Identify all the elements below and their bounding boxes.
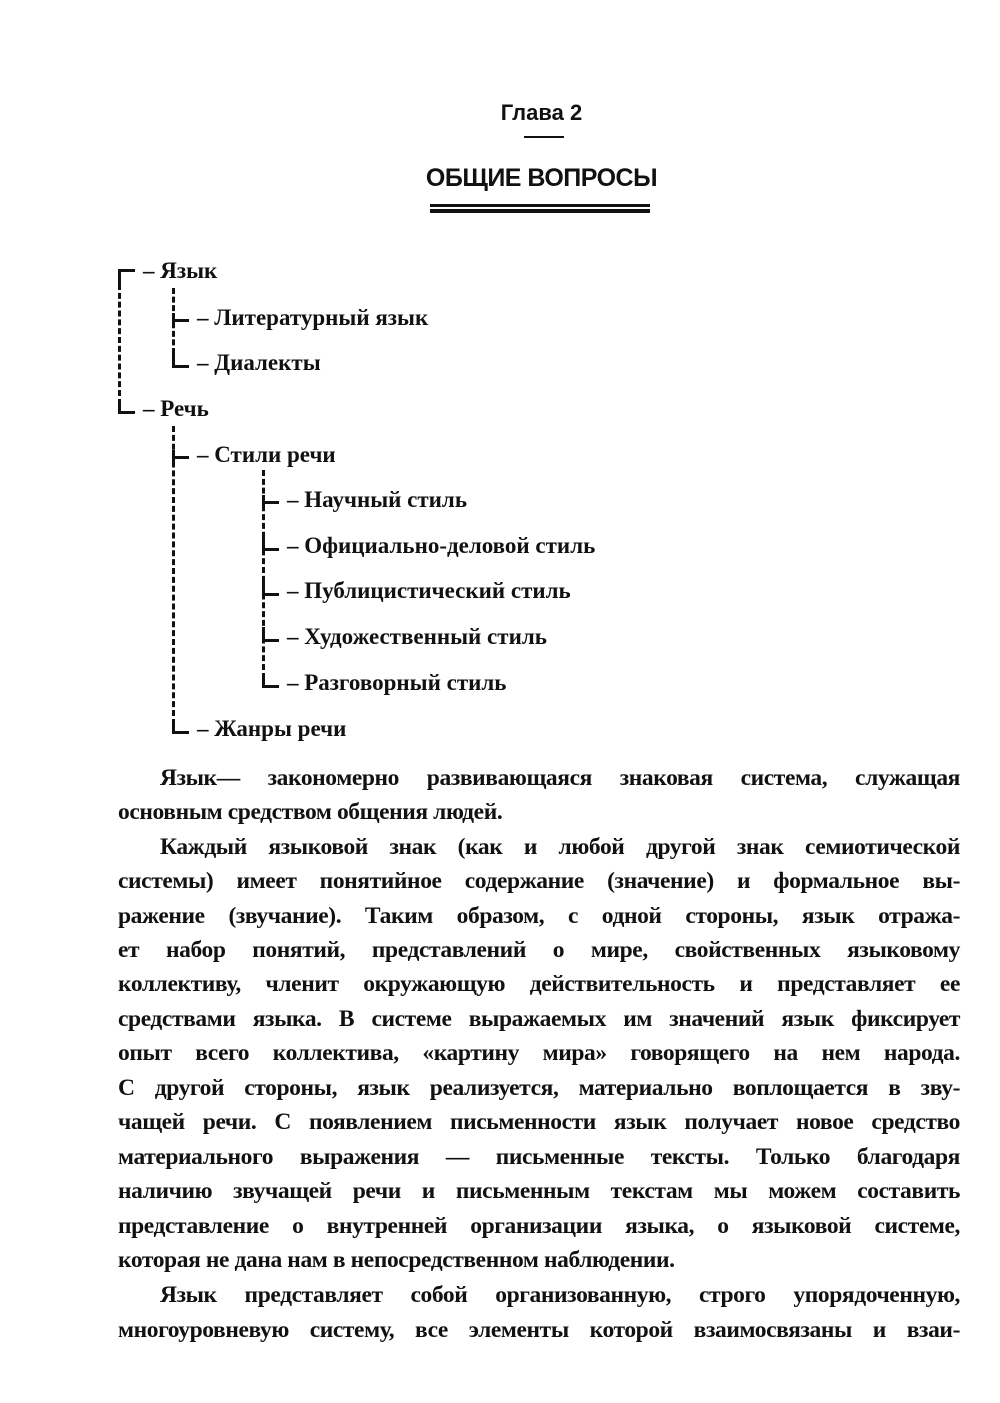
defined-term: Язык bbox=[160, 765, 217, 791]
line-text: — закономерно развивающаяся знаковая система, служащая bbox=[216, 765, 960, 791]
node-label: – Научный стиль bbox=[287, 487, 467, 512]
tree-connector bbox=[118, 284, 121, 396]
title-rule bbox=[430, 209, 650, 213]
node-label: – Диалекты bbox=[197, 350, 321, 375]
tree-node-style bbox=[262, 622, 547, 652]
tree-node-style bbox=[262, 668, 506, 698]
tree-node-speech-genres bbox=[172, 714, 346, 744]
paragraph-line: коллективу, членит окружающую действительность и представляет ее bbox=[118, 971, 960, 997]
tree-node-dialects bbox=[172, 348, 321, 378]
paragraph-line: ет набор понятий, представлений о мире, свойственных языковому bbox=[118, 937, 960, 963]
node-label: – Публицистический стиль bbox=[287, 578, 571, 603]
paragraph-line: чащей речи. С появлением письменности язык получает новое средство bbox=[118, 1109, 960, 1135]
corner-icon bbox=[262, 673, 279, 688]
paragraph-line: опыт всего коллектива, «картину мира» говорящего на нем народа. bbox=[118, 1040, 960, 1066]
node-label: – Разговорный стиль bbox=[287, 670, 507, 695]
paragraph-line: Каждый языковой знак (как и любой другой знак семиотической bbox=[160, 834, 960, 860]
node-label: – Стили речи bbox=[197, 442, 336, 467]
tree-node-speech bbox=[118, 394, 209, 424]
paragraph-line: системы) имеет понятийное содержание (значение) и формальное вы- bbox=[118, 868, 960, 894]
node-label: – Речь bbox=[143, 396, 209, 421]
tee-icon bbox=[262, 495, 279, 509]
node-label: – Язык bbox=[143, 258, 218, 283]
paragraph-line: материального выражения — письменные тексты. Только благодаря bbox=[118, 1144, 960, 1170]
tree-node-language bbox=[118, 256, 217, 286]
title-rule bbox=[430, 204, 650, 207]
tee-icon bbox=[172, 450, 189, 464]
corner-icon bbox=[172, 353, 189, 368]
tree-node-style bbox=[262, 531, 595, 561]
node-label: – Жанры речи bbox=[197, 716, 347, 741]
paragraph-line bbox=[160, 763, 960, 793]
paragraph-line: наличию звучащей речи и письменным текстам мы можем составить bbox=[118, 1178, 960, 1204]
corner-icon bbox=[118, 269, 135, 284]
chapter-underline bbox=[524, 136, 564, 138]
paragraph-line: многоуровневую систему, все элементы которой взаимосвязаны и взаи- bbox=[118, 1317, 960, 1343]
node-label: – Литературный язык bbox=[197, 305, 429, 330]
node-label: – Официально-деловой стиль bbox=[287, 533, 596, 558]
tree-node-style bbox=[262, 485, 467, 515]
corner-icon bbox=[172, 719, 189, 734]
paragraph-line: представление о внутренней организации языка, о языковой системе, bbox=[118, 1213, 960, 1239]
chapter-number: Глава 2 bbox=[500, 100, 583, 125]
paragraph-line: основным средством общения людей. bbox=[118, 799, 503, 825]
node-label: – Художественный стиль bbox=[287, 624, 547, 649]
tee-icon bbox=[172, 313, 189, 327]
tree-node-speech-styles bbox=[172, 440, 336, 470]
corner-icon bbox=[262, 581, 279, 596]
corner-icon bbox=[118, 399, 135, 414]
paragraph-line: средствами языка. В системе выражаемых им значений язык фиксирует bbox=[118, 1006, 960, 1032]
tree-node-style bbox=[262, 576, 571, 606]
paragraph-line: которая не дана нам в непосредственном наблюдении. bbox=[118, 1247, 675, 1273]
chapter-title: ОБЩИЕ ВОПРОСЫ bbox=[425, 164, 658, 192]
paragraph-line: С другой стороны, язык реализуется, материально воплощается в зву- bbox=[118, 1075, 960, 1101]
paragraph-line: Язык представляет собой организованную, строго упорядоченную, bbox=[160, 1282, 960, 1308]
paragraph-line: ражение (звучание). Таким образом, с одной стороны, язык отража- bbox=[118, 903, 960, 929]
corner-icon bbox=[262, 536, 279, 551]
corner-icon bbox=[262, 627, 279, 642]
tree-node-literary-language bbox=[172, 303, 428, 333]
